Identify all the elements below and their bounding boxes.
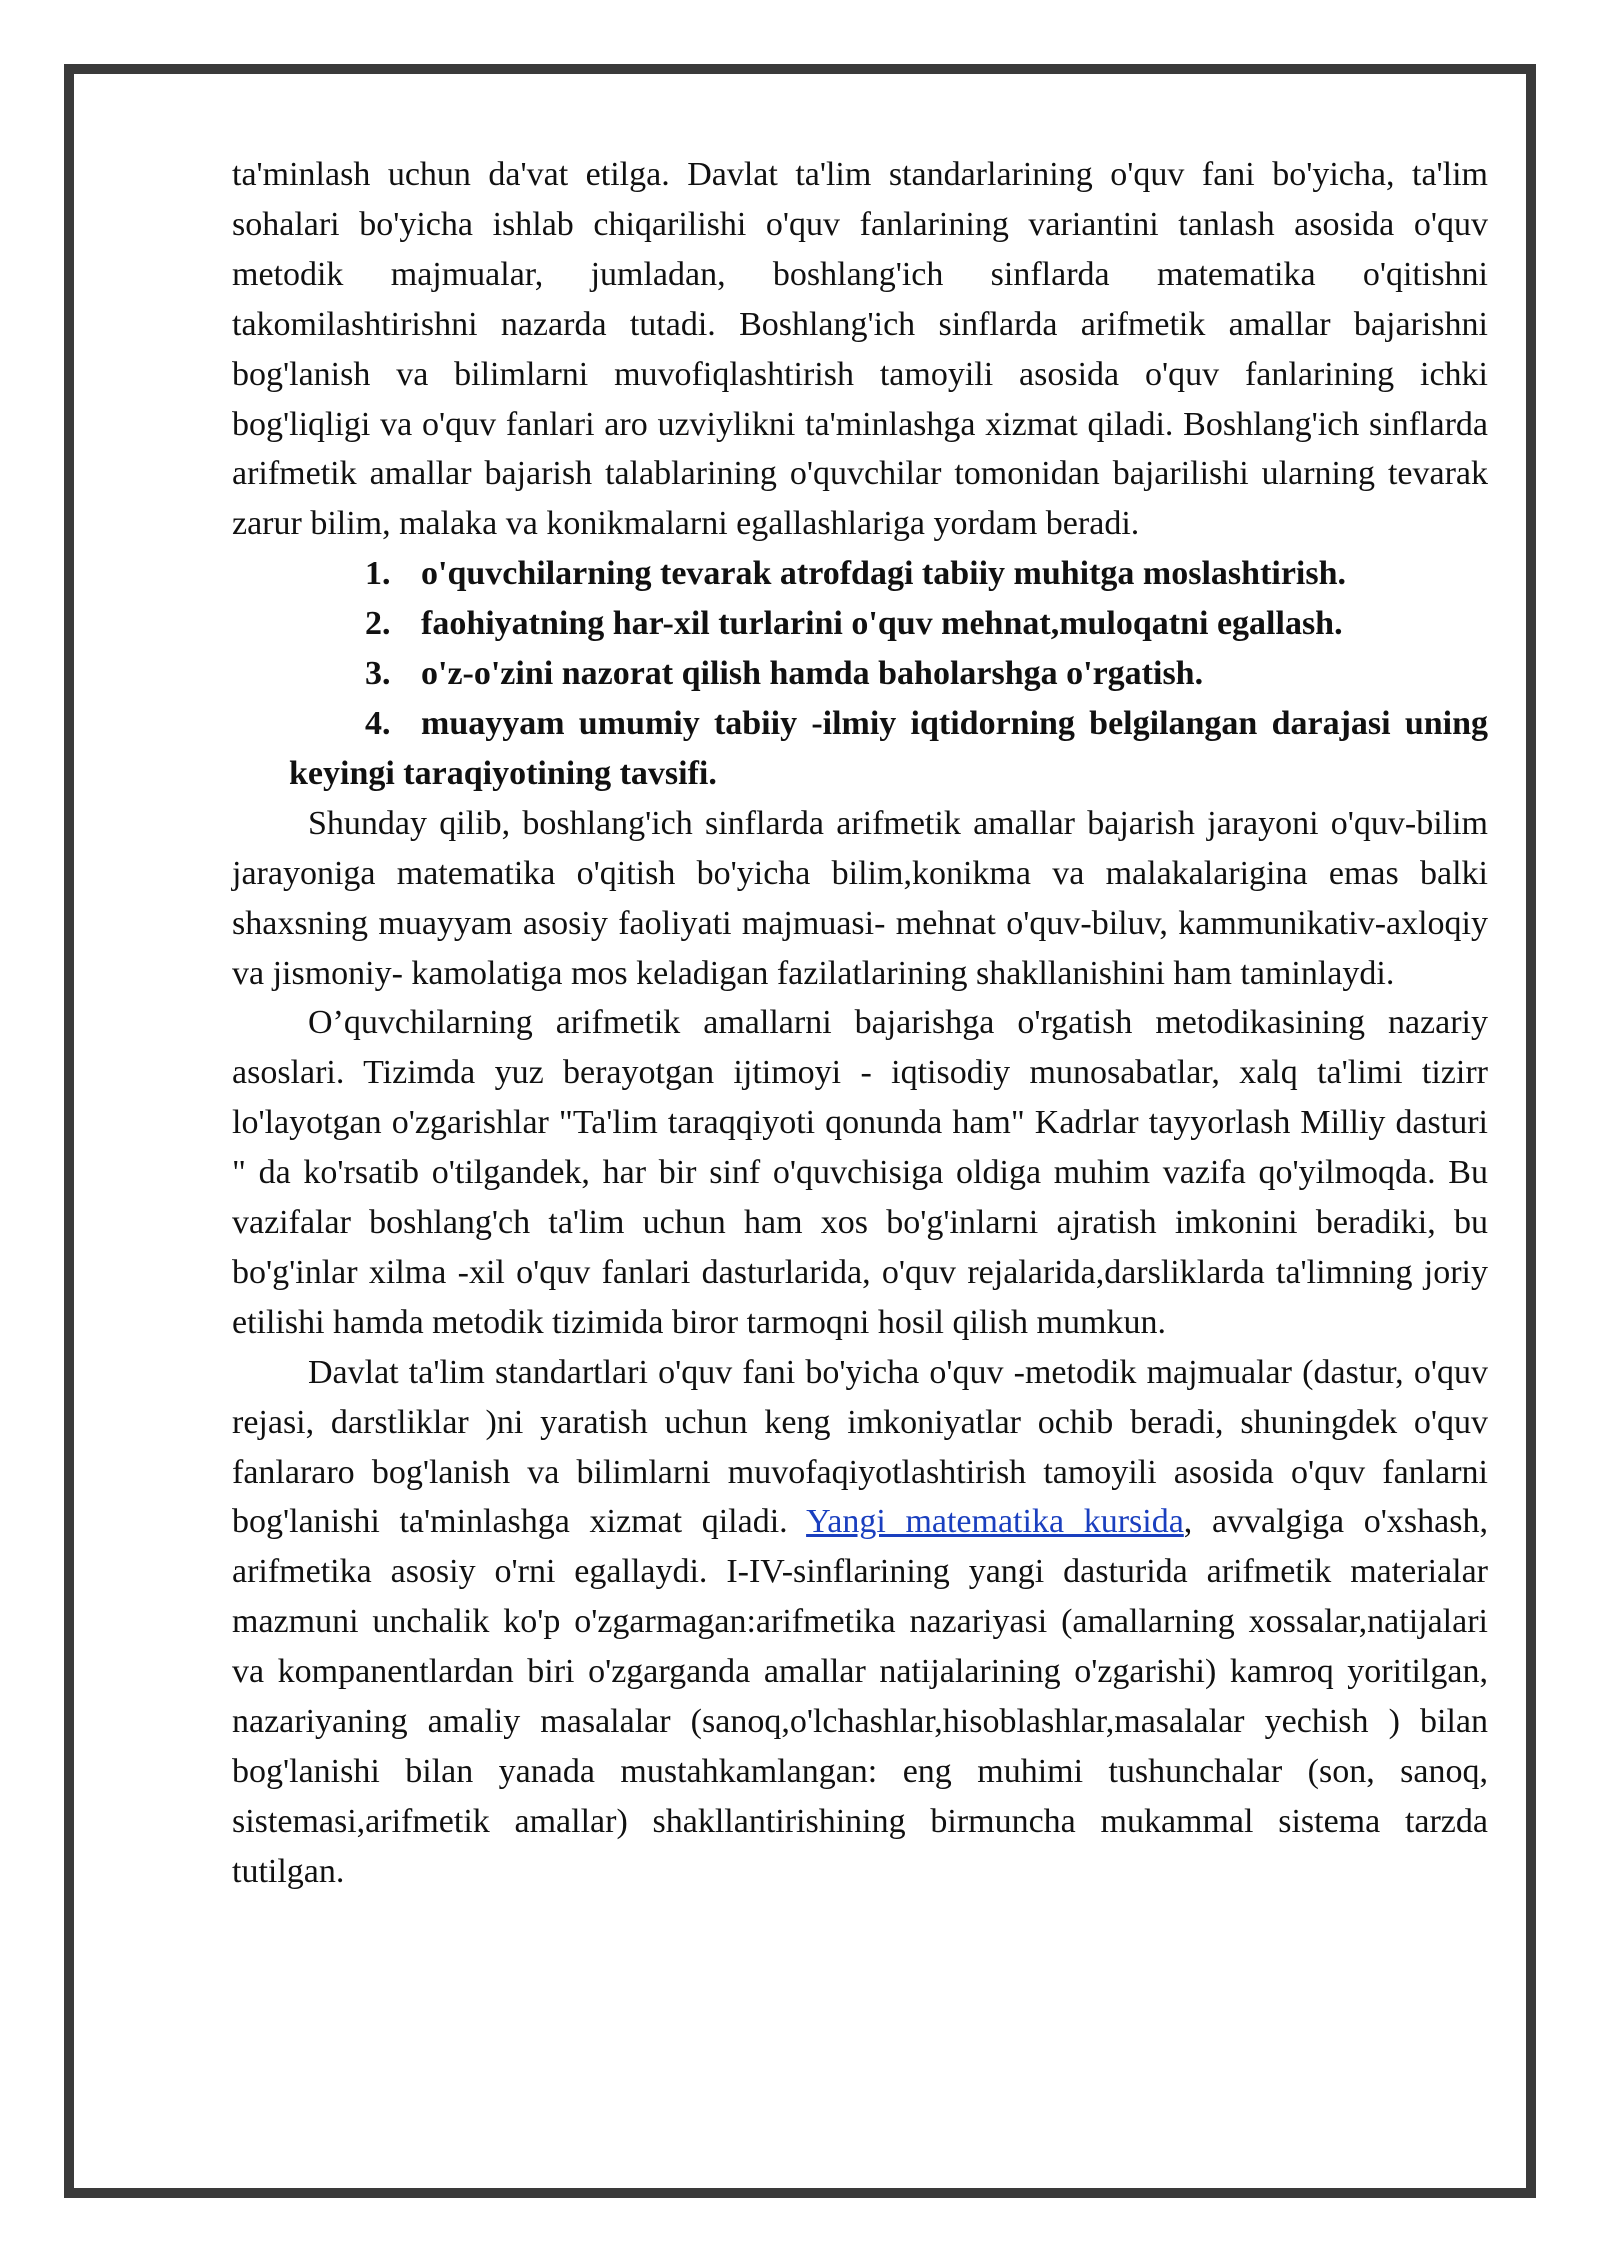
paragraph-standards [232, 1348, 1488, 1897]
paragraph-theory: O’quvchilarning arifmetik amallarni bajarishga o'rgatish metodikasining nazariy asoslari. Tizimda yuz berayotgan ijtimoyi - iqtisodiy munosabatlar, xalq ta'limi tizirr lo'layotgan o'zgarishlar "Ta'lim taraqqiyoti qonunda ham" Kadrlar tayyorlash Milliy dasturi " da ko'rsatib o'tilgandek, har bir sinf o'quvchisiga oldiga muhim vazifa qo'yilmoqda. Bu vazifalar boshlang'ch ta'lim uchun ham xos bo'g'inlarni ajratish imkonini beradiki, bu bo'g'inlar xilma -xil o'quv fanlari dasturlarida, o'quv rejalarida,darsliklarda ta'limning joriy etilishi hamda metodik tizimida biror tarmoqni hosil qilish mumkun. [232, 1004, 1488, 1341]
list-item-text: o'z-o'zini nazorat qilish hamda baholarshga o'rgatish. [421, 655, 1204, 693]
list-item-number: 3. [365, 655, 391, 693]
paragraph-standards-text-start: Davlat ta'lim standartlari o'quv fani bo'yicha o'quv -metodik majmualar (dastur, o'quv rejasi, darstliklar )ni yaratish uchun keng imkoniyatlar ochib beradi, shuningdek o'quv fanlararo bog'lanish va bilimlarni muvofaqiyotlashtirish tamoyili asosida o'quv fanlarni bog'lanishi ta'minlashga xizmat qiladi. [232, 1353, 1488, 1541]
paragraph-summary: Shunday qilib, boshlang'ich sinflarda arifmetik amallar bajarish jarayoni o'quv-bilim jarayoniga matematika o'qitish bo'yicha bilim,konikma va malakalarigina emas balki shaxsning muayyam asosiy faoliyati majmuasi- mehnat o'quv-biluv, kammunikativ-axloqiy va jismoniy- kamolatiga mos keladigan fazilatlarining shakllanishini ham taminlaydi. [232, 804, 1488, 992]
document-body [232, 150, 1488, 1897]
goals-list [232, 549, 1488, 799]
list-item-number: 4. [365, 704, 391, 742]
list-item [232, 599, 1488, 649]
paragraph-standards-text-end: , avvalgiga o'xshash, arifmetika asosiy o'rni egallaydi. I-IV-sinflarining yangi dasturida arifmetik materialar mazmuni unchalik ko'p o'zgarmagan:arifmetika nazariyasi (amallarning xossalar,natijalari va kompanentlardan biri o'zgarganda amallar natijalarining o'zgarishi) kamroq yoritilgan, nazariyaning amaliy masalalar (sanoq,o'lchashlar,hisoblashlar,masalalar yechish ) bilan bog'lanishi bilan yanada mustahkamlangan: eng muhimi tushunchalar (son, sanoq, sistemasi,arifmetik amallar) shakllantirishining birmuncha mukammal sistema tarzda tutilgan. [232, 1503, 1488, 1890]
list-item-text: muayyam umumiy tabiiy -ilmiy iqtidorning belgilangan darajasi uning keyingi taraqiyotining tavsifi. [289, 704, 1488, 792]
list-item [232, 649, 1488, 699]
list-item-text: o'quvchilarning tevarak atrofdagi tabiiy muhitga moslashtirish. [421, 555, 1347, 593]
list-item [232, 549, 1488, 599]
paragraph-intro: ta'minlash uchun da'vat etilga. Davlat ta'lim standarlarining o'quv fani bo'yicha, ta'lim sohalari bo'yicha ishlab chiqarilishi o'quv fanlarining variantini tanlash asosida o'quv metodik majmualar, jumladan, boshlang'ich sinflarda matematika o'qitishni takomilashtirishni nazarda tutadi. Boshlang'ich sinflarda arifmetik amallar bajarishni bog'lanish va bilimlarni muvofiqlashtirish tamoyili asosida o'quv fanlarining ichki bog'liqligi va o'quv fanlari aro uzviylikni ta'minlashga xizmat qiladi. Boshlang'ich sinflarda arifmetik amallar bajarish talablarining o'quvchilar tomonidan bajarilishi ularning tevarak zarur bilim, malaka va konikmalarni egallashlariga yordam beradi. [232, 156, 1488, 543]
list-item-number: 2. [365, 605, 391, 643]
list-item [232, 699, 1488, 799]
list-item-text: faohiyatning har-xil turlarini o'quv mehnat,muloqatni egallash. [421, 605, 1343, 643]
list-item-number: 1. [365, 555, 391, 593]
math-course-link[interactable]: Yangi matematika kursida [806, 1503, 1184, 1541]
